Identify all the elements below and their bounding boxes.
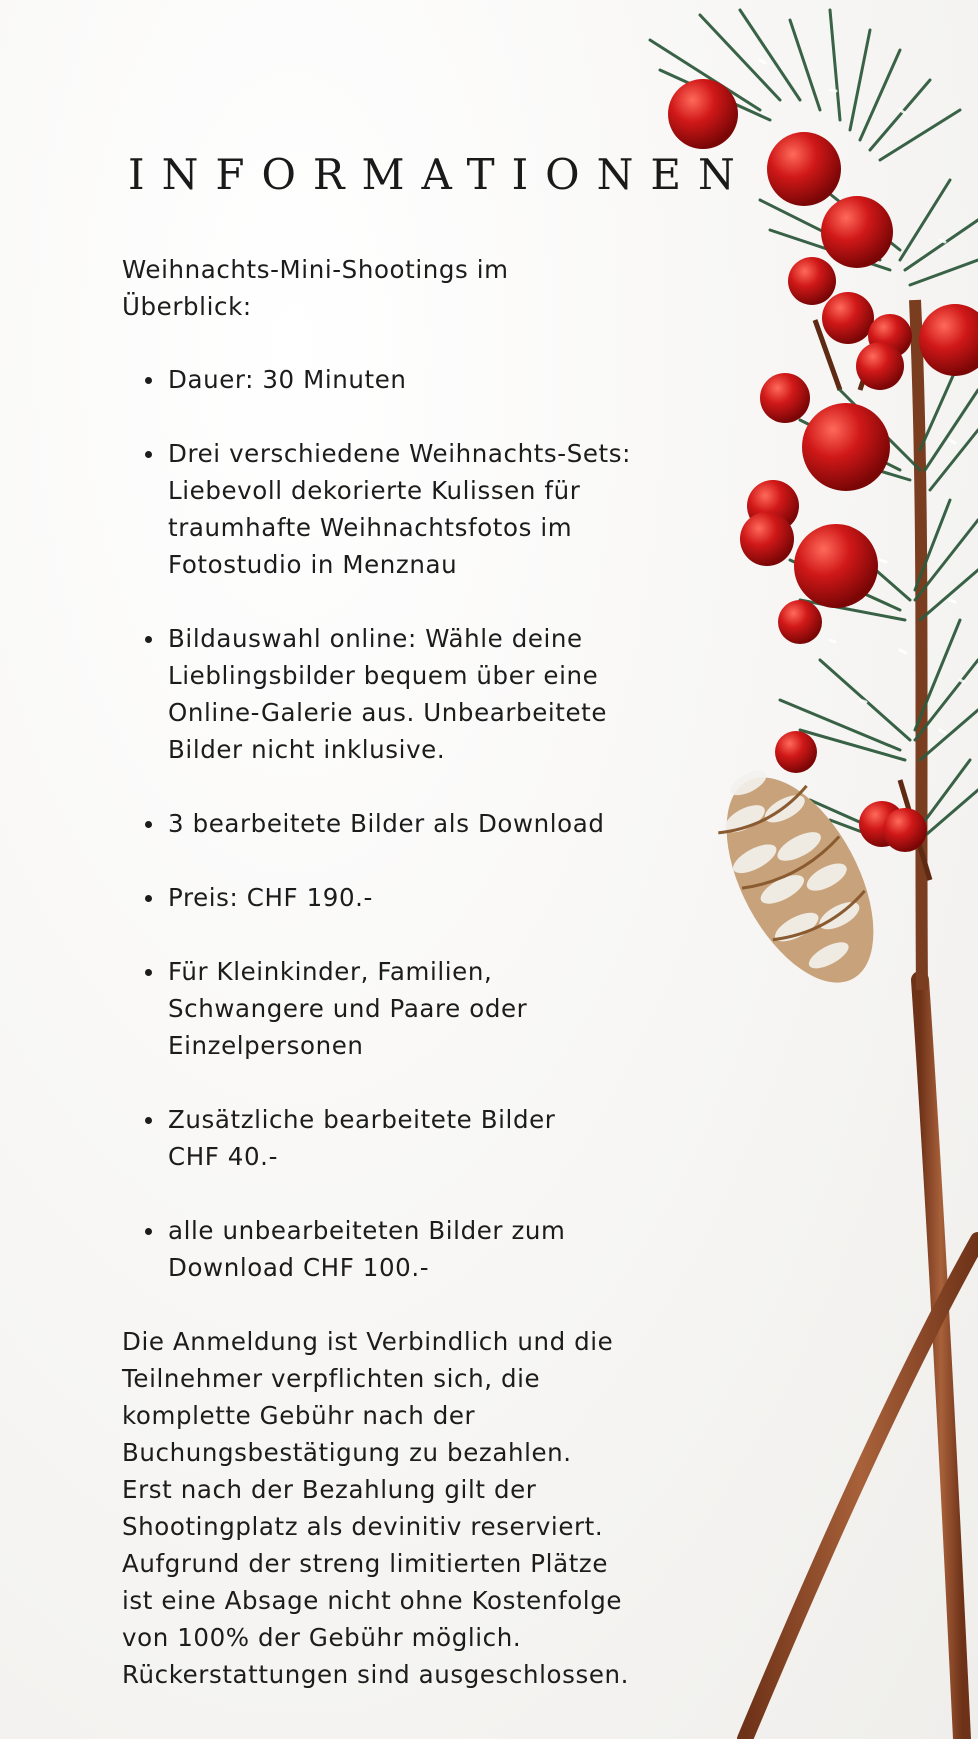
pine-cone-icon bbox=[693, 748, 904, 1006]
list-item: Zusätzliche bearbeitete Bilder CHF 40.- bbox=[168, 1101, 702, 1175]
info-list bbox=[122, 361, 702, 1286]
list-item: alle unbearbeiteten Bilder zum Download CHF 100.- bbox=[168, 1212, 702, 1286]
list-item: Drei verschiedene Weihnachts-Sets: Liebevoll dekorierte Kulissen für traumhafte Weihnachtsfotos im Fotostudio in Menznau bbox=[168, 435, 702, 583]
list-item: Dauer: 30 Minuten bbox=[168, 361, 702, 398]
intro-text: Weihnachts-Mini-Shootings im Überblick: bbox=[122, 255, 509, 321]
list-item: 3 bearbeitete Bilder als Download bbox=[168, 805, 702, 842]
page-title: INFORMATIONEN bbox=[128, 150, 752, 199]
list-item: Preis: CHF 190.- bbox=[168, 879, 702, 916]
terms-text: Die Anmeldung ist Verbindlich und die Teilnehmer verpflichten sich, die komplette Gebühr nach der Buchungsbestätigung zu bezahlen. Erst nach der Bezahlung gilt der Shootingplatz als devinitiv reserviert. Aufgrund der streng limitierten Plätze ist eine Absage nicht ohne Kostenfolge von 100% der Gebühr möglich. Rückerstattungen sind ausgeschlossen. bbox=[122, 1327, 630, 1689]
information-panel bbox=[122, 150, 752, 1693]
list-item: Bildauswahl online: Wähle deine Lieblingsbilder bequem über eine Online-Galerie aus. Unbearbeitete Bilder nicht inklusive. bbox=[168, 620, 702, 768]
list-item: Für Kleinkinder, Familien, Schwangere und Paare oder Einzelpersonen bbox=[168, 953, 702, 1064]
twig-icon bbox=[745, 300, 978, 1739]
